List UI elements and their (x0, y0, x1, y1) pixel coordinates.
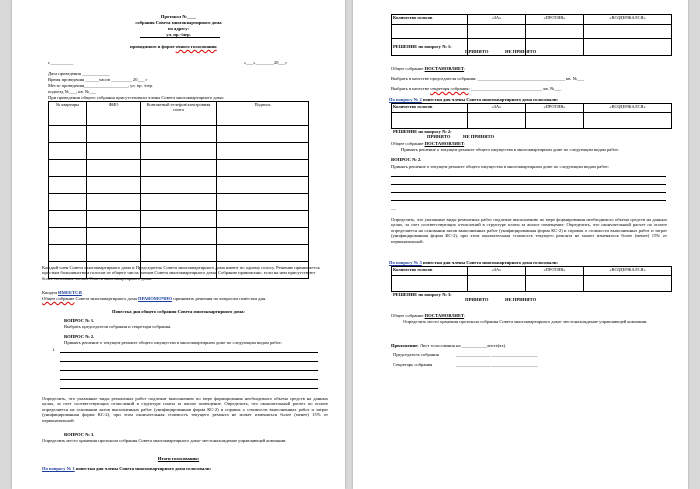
question-1-heading: ВОПРОС № 1. (64, 318, 95, 323)
table-row (49, 143, 309, 160)
decision-2-rejected: НЕ ПРИНЯТО (463, 134, 495, 139)
chair-election: Выбрать в качестве председателя собрания: ______________________________________ кв. №___ (391, 76, 584, 81)
work-item-number: 1. (52, 347, 56, 352)
competence-line: Общее собрание Совета многоквартирного дома ПРАВОМОЧНО принимать решения по вопросам повестки дня. (42, 296, 267, 301)
work-line (60, 379, 318, 380)
vote-abstain-header: «ВОЗДЕРЖАЛСЯ» (584, 15, 672, 25)
competence-status: ПРАВОМОЧНО (138, 296, 173, 301)
vote-against-header: «ПРОТИВ» (526, 267, 584, 276)
decision-2-label: РЕШЕНИЕ по вопросу № 2: (393, 129, 452, 134)
work-line (391, 192, 666, 193)
question-3-text: Определить место хранения протокола собрания Совета многоквартирного дома- местонахождение управляющей компании. (42, 438, 287, 443)
resolution-3-intro: Общее собрание ПОСТАНОВЛЯЕТ: (391, 313, 466, 318)
question-2-repeat-text: Принять решение о текущем ремонте общего имущества в многоквартирном доме по следующим видам работ: (391, 164, 610, 169)
form-type: очного голосования (175, 44, 217, 49)
work-line (60, 361, 318, 362)
vote-abstain-header: «ВОЗДЕРЖАЛСЯ» (584, 104, 672, 113)
form-label: проводимого в форме очного голосования (130, 44, 217, 49)
attendees-table (48, 101, 309, 279)
list-dash: — (391, 206, 396, 211)
city-field: г.__________ (48, 60, 74, 65)
table-row (49, 228, 309, 245)
meeting-time: Время проведения ______часов _________ 20___ г (48, 77, 148, 82)
vote-count-label: Количество голосов (392, 267, 468, 276)
agenda-title: Повестка дня общего собрания Совета многоквартирного дома: (112, 309, 245, 314)
question-1-text: Выбрать председателя собрания и секретаря собрания. (64, 324, 172, 329)
repair-terms: Определить, что указанные виды ремонтных работ подлежат выполнению по мере формирования необходимого объема средств на данных целях, за счет соответствующих отчислений в структуре платы за жилое помещение. Определить, что окончательный расчет по оплате определяется на основании актов выполненных работ (унифицированная форма КС-2) и справок о стоимости выполненных работ и затрат (унифицированная форма КС-2), при этом окончательная стоимость текущего ремонта не может изменяться более (менее) 15% от первоначальной. (42, 396, 328, 423)
meeting-entrance: подъезд №___, кв. №___ (48, 89, 97, 94)
table-row (49, 126, 309, 143)
vote-table-2 (391, 103, 672, 129)
col-name: ФИО (87, 102, 141, 126)
table-row (392, 113, 672, 129)
col-contact: Контактный телефон/электронная почта (141, 102, 217, 126)
vote-count-label: Количество голосов (392, 15, 468, 25)
table-row (49, 177, 309, 194)
decision-3-rejected: НЕ ПРИНЯТО (505, 297, 537, 302)
attendees-intro: При проведении общего собрания присутствовали члены Совета многоквартирного дома: (48, 95, 224, 100)
table-row (49, 194, 309, 211)
resolution-2-text: Принять решение о текущем ремонте общего имущества в многоквартирном доме по следующим видам работ: (401, 147, 620, 152)
work-line (60, 352, 318, 353)
resolution-2-intro: Общее собрание ПОСТАНОВЛЯЕТ: (391, 141, 466, 146)
protocol-subtitle: собрания Совета многоквартирного дома (135, 20, 222, 25)
question-2-heading: ВОПРОС № 2. (64, 334, 95, 339)
address-label: по адресу: (167, 26, 190, 31)
decision-1-rejected: НЕ ПРИНЯТО (505, 49, 537, 54)
meeting-place: Место проведения___________________, ул. пр. /пер. (48, 83, 154, 88)
chair-signature-line: _______________ ____________________ (456, 352, 538, 357)
decision-3-label: РЕШЕНИЕ по вопросу № 3: (393, 292, 452, 297)
col-signature: Подпись (217, 102, 309, 126)
work-line (60, 388, 318, 389)
question-2-text: Принять решение о текущем ремонте общего имущества в многоквартирном доме по следующим видам работ: (64, 340, 283, 345)
vote-against-header: «ПРОТИВ» (526, 104, 584, 113)
date-field: «___»________20___г (244, 60, 288, 65)
decision-3-accepted: ПРИНЯТО (465, 297, 489, 302)
protocol-title: Протокол №____ (160, 14, 197, 19)
vote-3-heading: По вопросу № 3 повестки дня члены Совета многоквартирного дома голосовали: (389, 260, 559, 265)
attachment-line: Приложение: Лист голосования на ___________листе(ах). (391, 343, 507, 348)
question-3-heading: ВОПРОС № 3. (64, 432, 95, 437)
repair-terms-2: Определить, что указанные виды ремонтных работ подлежат выполнению по мере формирования необходимого объема средств на данных целях, за счет соответствующих отчислений в структуре платы за жилое помещение. Определить, что окончательный расчет по оплате определяется на основании актов выполненных работ (унифицированная форма КС-2) и справок о стоимости выполненных работ и затрат (унифицированная форма КС-2), при этом окончательная стоимость текущего ремонта не может изменяться более (менее) 15% от первоначальной. (391, 217, 667, 244)
table-row (392, 276, 672, 292)
chair-signature-label: Председатель собрания (393, 352, 439, 357)
quorum-status: ИМЕЕТСЯ (58, 290, 82, 295)
decision-1-label: РЕШЕНИЕ по вопросу № 1: (393, 44, 452, 49)
question-2-repeat-heading: ВОПРОС № 2. (391, 157, 422, 162)
results-title: Итоги голосования: (157, 456, 200, 461)
vote-abstain-header: «ВОЗДЕРЖАЛСЯ» (584, 267, 672, 276)
vote-against-header: «ПРОТИВ» (526, 15, 584, 25)
voting-rules: Каждый член Совета многоквартирного дома и Председатель Совета многоквартирного дома имеют по одному голосу. Решение принимается простым большинством голосов от общего числа членов Совета многоквартирного дома. Собрание правомочно, если на нем присутствуют более половины членов Совета многоквартирного дома. (42, 265, 320, 281)
secretary-signature-line: _______________ ____________________ (456, 362, 538, 367)
document-page-2 (353, 0, 688, 489)
meeting-date: Дата проведения ____________ (48, 71, 110, 76)
resolution-3-text: Определить место хранения протокола собрания Совета многоквартирного дома- местонахождение управляющей компании. (403, 319, 648, 324)
street-label: ул. пр.-/пер. (166, 32, 191, 37)
work-line (391, 184, 666, 185)
table-row (49, 245, 309, 262)
col-apartment: № квартиры (49, 102, 87, 126)
vote-for-header: «ЗА» (468, 104, 526, 113)
secretary-signature-label: Секретарь собрания (393, 362, 433, 367)
vote-for-header: «ЗА» (468, 267, 526, 276)
vote-2-heading: По вопросу № 2 повестки дня члены Совета многоквартирного дома голосовали: (389, 97, 559, 102)
quorum-line: Кворум ИМЕЕТСЯ (42, 290, 82, 295)
table-header-row (49, 102, 309, 126)
table-row (392, 25, 672, 39)
vote-1-heading: По вопросу № 1 повестки дня члены Совета многоквартирного дома голосовали: (42, 466, 212, 471)
work-line (60, 370, 318, 371)
table-row (49, 160, 309, 177)
vote-table-3 (391, 266, 672, 292)
secretary-election: Выбрать в качестве секретаря собрания: _______________________________ кв. №___ (391, 86, 562, 91)
vote-count-label: Количество голосов (392, 104, 468, 113)
work-line (391, 176, 666, 177)
vote-for-header: «ЗА» (468, 15, 526, 25)
table-row (49, 211, 309, 228)
decision-1-accepted: ПРИНЯТО (465, 49, 489, 54)
resolution-1-intro: Общее собрание ПОСТАНОВЛЯЕТ: (391, 66, 466, 71)
decision-2-accepted: ПРИНЯТО (427, 134, 451, 139)
work-line (391, 200, 666, 201)
document-page-1 (12, 0, 345, 489)
